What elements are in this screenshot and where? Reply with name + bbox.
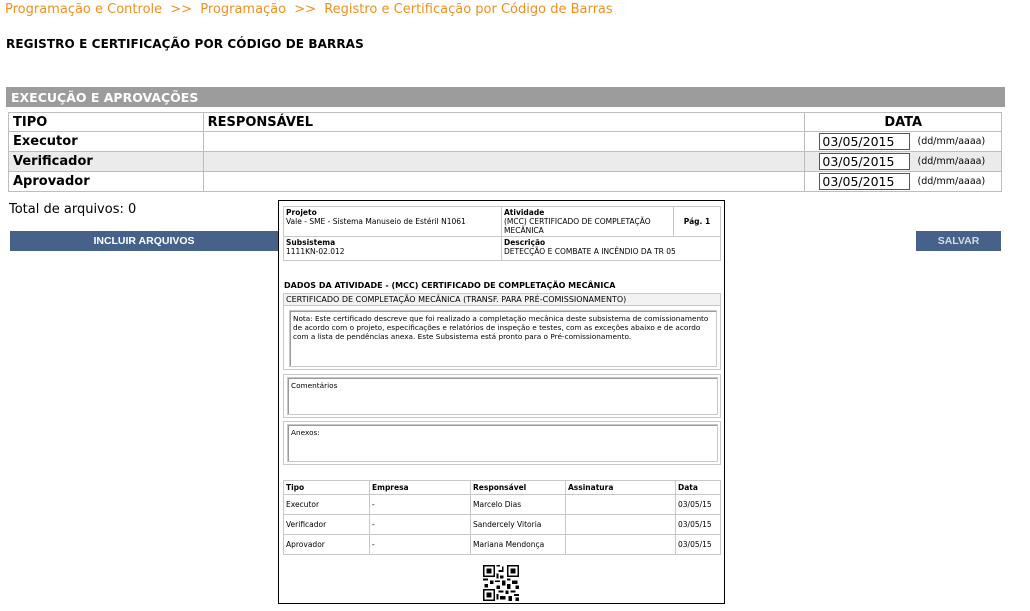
- verificador-date-input[interactable]: [819, 153, 910, 170]
- breadcrumb-separator: >>: [170, 2, 193, 17]
- sig-type: Executor: [284, 495, 370, 515]
- sig-date: 03/05/15: [676, 495, 721, 515]
- project-label: Projeto: [286, 208, 317, 217]
- sig-type: Aprovador: [284, 535, 370, 555]
- column-header-type: TIPO: [9, 113, 204, 132]
- date-cell: [805, 132, 1002, 152]
- sig-header-type: Tipo: [284, 481, 370, 495]
- total-files-count: Total de arquivos: 0: [9, 202, 137, 217]
- include-files-button[interactable]: INCLUIR ARQUIVOS: [10, 231, 278, 251]
- sig-date: 03/05/15: [676, 515, 721, 535]
- row-type-label: Verificador: [9, 152, 204, 172]
- comments-section: [283, 374, 721, 418]
- table-row-aprovador: [9, 172, 1002, 192]
- breadcrumb: [5, 2, 613, 17]
- description-cell: [502, 237, 721, 261]
- table-row: [284, 535, 721, 555]
- aprovador-date-input[interactable]: [819, 173, 910, 190]
- row-type-label: Executor: [9, 132, 204, 152]
- project-cell: [284, 207, 502, 237]
- activity-label: Atividade: [504, 208, 545, 217]
- signatures-header-row: [284, 481, 721, 495]
- date-cell: [805, 172, 1002, 192]
- subsystem-value: 1111KN-02.012: [286, 247, 345, 256]
- row-type-label: Aprovador: [9, 172, 204, 192]
- approvals-table: [8, 112, 1002, 192]
- page-number: Pág. 1: [674, 207, 721, 237]
- description-value: DETECÇÃO E COMBATE A INCÊNDIO DA TR 05: [504, 247, 676, 256]
- breadcrumb-separator: >>: [294, 2, 317, 17]
- sig-company: -: [370, 495, 471, 515]
- subsystem-label: Subsistema: [286, 238, 336, 247]
- project-value: Vale - SME - Sistema Manuseio de Estéril N1061: [286, 217, 466, 226]
- attachments-label: Anexos:: [287, 424, 718, 462]
- sig-signature: [566, 495, 676, 515]
- responsible-cell: [203, 132, 805, 152]
- certificate-box: [283, 293, 721, 370]
- activity-value: (MCC) CERTIFICADO DE COMPLETAÇÃO MECÂNICA: [504, 217, 651, 235]
- signatures-table: [283, 480, 721, 555]
- responsible-cell: [203, 152, 805, 172]
- sig-signature: [566, 515, 676, 535]
- section-header: EXECUÇÃO E APROVAÇÕES: [6, 87, 1005, 107]
- sig-responsible: Sandercely Vitoria: [471, 515, 566, 535]
- date-cell: [805, 152, 1002, 172]
- table-row: [284, 515, 721, 535]
- description-label: Descrição: [504, 238, 546, 247]
- sig-date: 03/05/15: [676, 535, 721, 555]
- date-format-hint: (dd/mm/aaaa): [917, 136, 986, 147]
- date-format-hint: (dd/mm/aaaa): [917, 156, 986, 167]
- breadcrumb-item-programacao[interactable]: Programação: [200, 2, 287, 17]
- breadcrumb-item-registro[interactable]: Registro e Certificação por Código de Barras: [324, 2, 613, 17]
- sig-responsible: Marcelo Dias: [471, 495, 566, 515]
- sig-header-company: Empresa: [370, 481, 471, 495]
- column-header-responsible: RESPONSÁVEL: [203, 113, 805, 132]
- sig-signature: [566, 535, 676, 555]
- sig-header-signature: Assinatura: [566, 481, 676, 495]
- subsystem-cell: [284, 237, 502, 261]
- sig-company: -: [370, 535, 471, 555]
- sig-type: Verificador: [284, 515, 370, 535]
- activity-cell: [502, 207, 674, 237]
- table-row: [284, 495, 721, 515]
- certificate-note: Nota: Este certificado descreve que foi realizado a completação mecânica deste subsistema de comissionamento de acordo com o projeto, especificações e relatórios de inspeção e testes, com as exceções abaixo e de acordo com a lista de pendências anexa. Este Subsistema está pronto para o Pré-comissionamento.: [289, 310, 717, 367]
- executor-date-input[interactable]: [819, 133, 910, 150]
- sig-header-responsible: Responsável: [471, 481, 566, 495]
- page-title: REGISTRO E CERTIFICAÇÃO POR CÓDIGO DE BARRAS: [6, 37, 364, 51]
- table-row-executor: [9, 132, 1002, 152]
- sig-responsible: Mariana Mendonça: [471, 535, 566, 555]
- certificate-title: CERTIFICADO DE COMPLETAÇÃO MECÂNICA (TRANSF. PARA PRÉ-COMISSIONAMENTO): [284, 294, 720, 306]
- column-header-date: DATA: [805, 113, 1002, 132]
- certificate-preview: [278, 200, 725, 604]
- responsible-cell: [203, 172, 805, 192]
- breadcrumb-item-programacao-controle[interactable]: Programação e Controle: [5, 2, 163, 17]
- sig-company: -: [370, 515, 471, 535]
- document-header-table: [283, 206, 721, 261]
- save-button[interactable]: SALVAR: [916, 231, 1001, 251]
- attachments-section: [283, 421, 721, 465]
- activity-data-title: DADOS DA ATIVIDADE - (MCC) CERTIFICADO DE COMPLETAÇÃO MECÂNICA: [284, 281, 616, 290]
- table-row-verificador: [9, 152, 1002, 172]
- table-header-row: [9, 113, 1002, 132]
- qr-code-icon: [483, 565, 519, 601]
- comments-label: Comentários: [287, 377, 718, 415]
- sig-header-date: Data: [676, 481, 721, 495]
- date-format-hint: (dd/mm/aaaa): [917, 176, 986, 187]
